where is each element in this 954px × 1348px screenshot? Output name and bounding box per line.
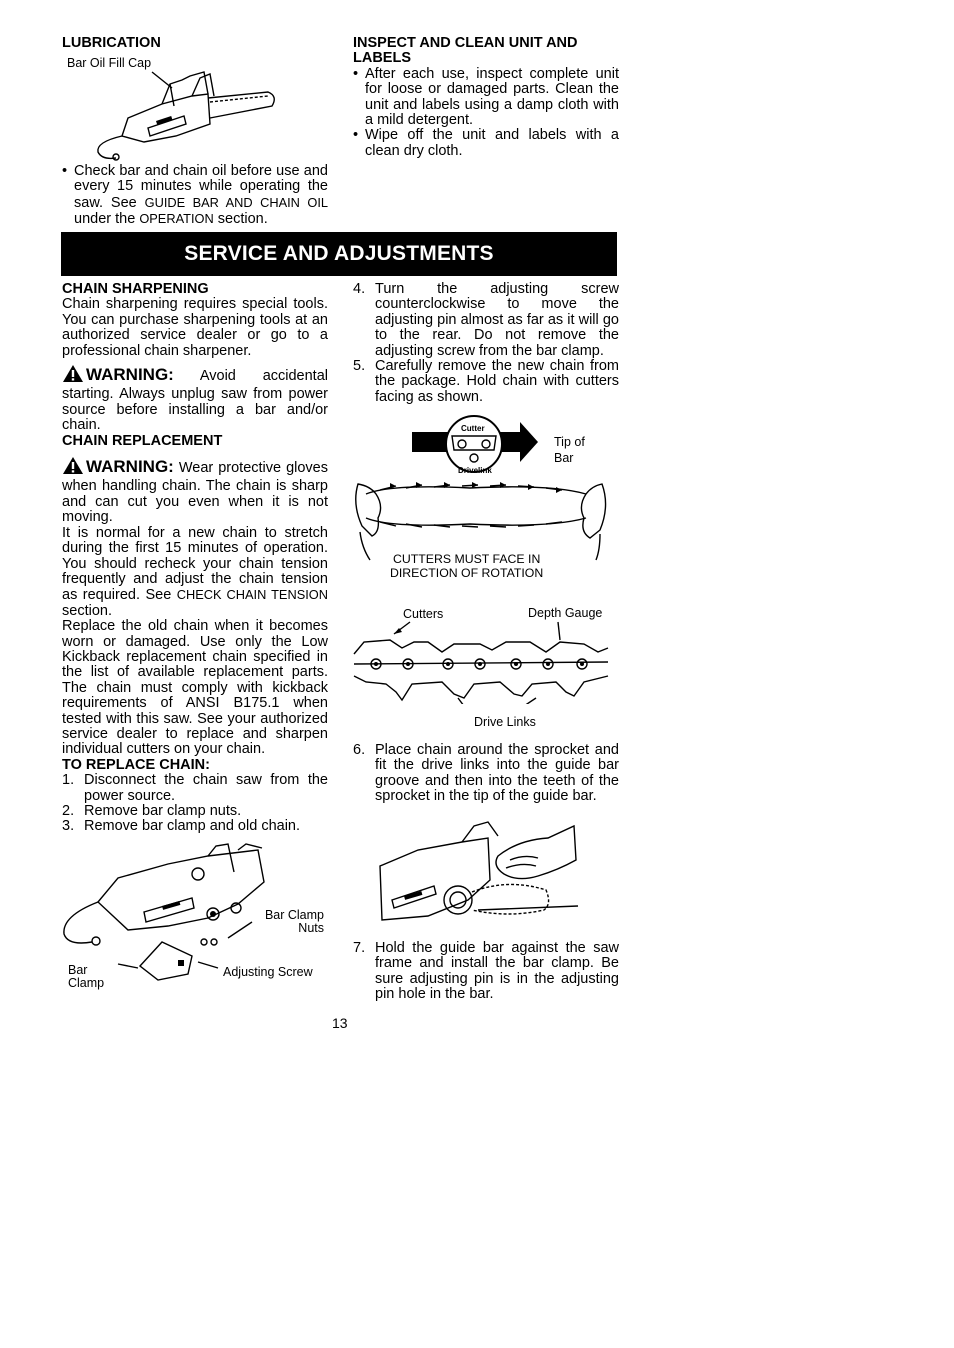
step-text: Disconnect the chain saw from the power source. bbox=[84, 772, 328, 804]
step-item bbox=[353, 941, 619, 1003]
lubrication-ref-link: GUIDE BAR AND CHAIN OIL bbox=[144, 194, 328, 210]
cutters-label: Cutters bbox=[403, 607, 444, 621]
check-chain-tension-ref: CHECK CHAIN TENSION bbox=[176, 587, 328, 603]
cutter-label: Cutter bbox=[461, 424, 485, 433]
inspect-bullet: • After each use, inspect complete unit for loose or damaged parts. Clean the unit and labels using a damp cloth with a mild detergent. bbox=[353, 67, 619, 129]
lubrication-text: Check bar and chain oil before use and every 15 minutes while operating the saw. See bbox=[74, 163, 328, 211]
lubrication-section bbox=[62, 36, 328, 51]
step-number: 5. bbox=[353, 358, 366, 375]
page-number: 13 bbox=[332, 1015, 348, 1031]
depth-gauge-label: Depth Gauge bbox=[528, 606, 603, 620]
step-number: 3. bbox=[62, 818, 75, 835]
step-item bbox=[353, 282, 619, 359]
tip-of-bar-label: Tip of Bar bbox=[554, 435, 585, 465]
step-text: Hold the guide bar against the saw frame and install the bar clamp. Be sure adjusting pin is in the adjusting pin hole in the bar. bbox=[375, 940, 619, 1003]
step-number: 4. bbox=[353, 281, 366, 297]
step-text: Carefully remove the new chain from the package. Hold chain with cutters facing as shown. bbox=[375, 358, 619, 405]
inspect-section bbox=[353, 36, 619, 159]
drivelink-label: Drivelink bbox=[458, 466, 492, 475]
lubrication-chainsaw-figure bbox=[92, 66, 284, 166]
bar-oil-fill-cap-label: Bar Oil Fill Cap bbox=[67, 56, 152, 70]
replace-chain-paragraph: Replace the old chain when it becomes worn or damaged. Use only the Low Kickback replacement chain specified in the list of available replacement parts. The chain must comply with kickback requirements of ANSI B175.1 when tested with this saw. See your authorized service dealer to replace and sharpen individual cutters on your chain. bbox=[62, 618, 328, 758]
warning-text: Wear protective gloves when handling chain. The chain is sharp and can cut you even when it is not moving. bbox=[62, 460, 328, 526]
warning-triangle-icon bbox=[62, 364, 84, 387]
step-text: Place chain around the sprocket and fit the drive links into the guide bar groove and then into the teeth of the sprocket in the tip of the guide bar. bbox=[375, 742, 619, 805]
chain-stretch-paragraph bbox=[62, 526, 328, 619]
bar-clamp-figure bbox=[58, 842, 268, 982]
chain-install-figure bbox=[378, 820, 580, 930]
step-number: 7. bbox=[353, 940, 366, 956]
left-column bbox=[62, 282, 328, 835]
step-item bbox=[353, 359, 619, 405]
chain-replacement-heading: CHAIN REPLACEMENT bbox=[62, 432, 223, 449]
right-column-steps-a bbox=[353, 282, 619, 405]
inspect-heading: INSPECT AND CLEAN UNIT AND LABELS bbox=[353, 35, 578, 67]
step-item bbox=[62, 773, 328, 804]
warning-triangle-icon bbox=[62, 456, 84, 479]
step-number: 2. bbox=[62, 803, 75, 819]
bar-clamp-nuts-label: Bar Clamp Nuts bbox=[264, 908, 324, 935]
step-text: Remove bar clamp nuts. bbox=[84, 803, 242, 819]
warning-label: WARNING: bbox=[86, 457, 174, 477]
warning-gloves bbox=[62, 456, 328, 526]
step-item bbox=[62, 804, 328, 819]
paragraph-text: section. bbox=[62, 602, 112, 619]
paragraph-text: It is normal for a new chain to stretch during the first 15 minutes of operation. You should recheck your chain tension frequently and adjust the chain tension as required. See bbox=[62, 524, 328, 604]
lubrication-bullet bbox=[62, 164, 328, 228]
lubrication-ref-link: OPERATION bbox=[139, 211, 214, 227]
warning-unplug bbox=[62, 364, 328, 434]
lubrication-bullets bbox=[62, 164, 328, 228]
lubrication-heading: LUBRICATION bbox=[62, 35, 161, 51]
cutters-direction-caption-1: CUTTERS MUST FACE IN bbox=[393, 552, 541, 566]
service-adjustments-banner: SERVICE AND ADJUSTMENTS bbox=[61, 232, 617, 276]
step-number: 1. bbox=[62, 772, 75, 789]
drive-links-label: Drive Links bbox=[474, 715, 536, 729]
step-item bbox=[62, 819, 328, 834]
bar-clamp-label: Bar Clamp bbox=[68, 963, 105, 990]
step-text: Remove bar clamp and old chain. bbox=[84, 818, 301, 835]
step-text: Turn the adjusting screw counterclockwise to move the adjusting pin almost as far as it will go to the rear. Do not remove the adjusting screw from the bar clamp. bbox=[375, 281, 619, 359]
chain-sharpening-body: Chain sharpening requires special tools. You can purchase sharpening tools at an authorized service dealer or go to a professional chain sharpener. bbox=[62, 296, 328, 359]
cutters-direction-caption-2: DIRECTION OF ROTATION bbox=[390, 566, 544, 580]
to-replace-chain-heading: TO REPLACE CHAIN: bbox=[62, 756, 210, 773]
lubrication-text: section. bbox=[213, 211, 268, 228]
adjusting-screw-label: Adjusting Screw bbox=[223, 965, 313, 979]
chain-parts-figure bbox=[350, 618, 612, 704]
step-item bbox=[353, 743, 619, 805]
right-column-steps-b bbox=[353, 743, 619, 805]
chain-sharpening-heading: CHAIN SHARPENING bbox=[62, 281, 209, 297]
right-column-steps-c bbox=[353, 941, 619, 1003]
warning-text: Avoid accidental starting. Always unplug saw from power source before installing a bar and/or chain. bbox=[62, 368, 328, 434]
warning-label: WARNING: bbox=[86, 365, 174, 385]
lubrication-text: under the bbox=[74, 211, 140, 228]
inspect-bullet: • Wipe off the unit and labels with a clean dry cloth. bbox=[353, 128, 619, 159]
step-number: 6. bbox=[353, 742, 366, 758]
